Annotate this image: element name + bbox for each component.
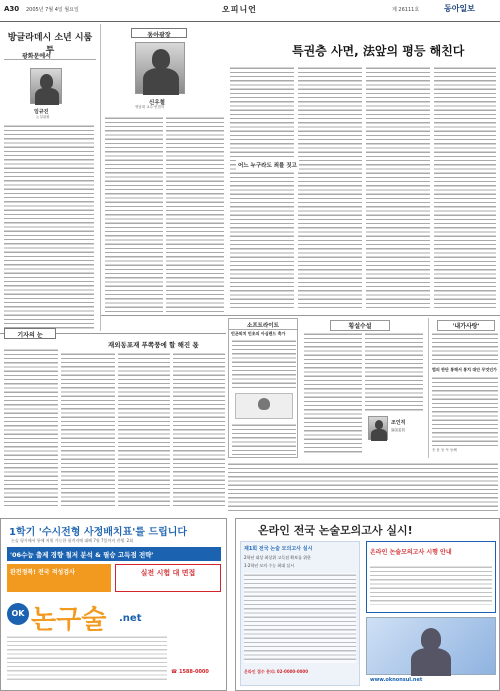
columnist-photo <box>135 42 185 94</box>
middle-box <box>302 318 424 458</box>
ad-right-event: 온라인 논술모의고사 시행 안내 <box>370 549 452 556</box>
right-column <box>228 24 500 314</box>
middle-author-name: 조인직 <box>391 420 406 426</box>
newspaper-logo: 동아일보 <box>444 3 475 13</box>
ad-left-subline: 논술 평가에서 통에 지원 가능한 합격지에 대해 7월 7일까지 진행. 2회 <box>11 538 134 543</box>
cartoon-text-1 <box>232 339 296 389</box>
horizontal-rule <box>101 315 500 316</box>
center-lower-text <box>228 462 498 512</box>
ad-left-box2: 완전정복! 전국 적성검사 <box>7 564 111 592</box>
right-box <box>428 318 500 458</box>
ad-right-headline: 온라인 전국 논술모의고사 실시! <box>258 524 413 537</box>
cartoon-caption: 빈곤퇴치 민초의 아심랜드 축가 <box>231 331 286 336</box>
ad-left-fineprint <box>7 635 167 683</box>
center-body-a <box>105 116 163 312</box>
middle-author-title: 論說委員 <box>391 428 405 432</box>
ad-right-detail2: 1·2학년 모의 수능 최대 실시 <box>244 563 295 568</box>
ad-left-headline: 1학기 '수시전형 사정배치표'를 드립니다 <box>9 527 188 538</box>
ad-left <box>0 518 227 691</box>
left-column <box>0 24 98 331</box>
section-title: 오피니언 <box>222 5 257 14</box>
ad-right-fineprint <box>244 573 356 663</box>
right-box-text-1 <box>432 332 498 366</box>
bottom-headline: 재외동포재 푸쪽풍에 할 해진 몫 <box>108 341 199 349</box>
ad-right-illustration <box>366 617 496 675</box>
columnist-name: 신우철 <box>149 100 165 106</box>
ad-left-logo-suffix: .net <box>119 613 142 624</box>
right-body-1 <box>230 66 294 310</box>
ad-left-box1: '06수능 출제 경향 철저 분석 & 필승 고득점 전략' <box>7 547 221 561</box>
center-body-b <box>166 116 224 312</box>
left-headline: 방글라데시 소년 시룸투 <box>4 30 96 60</box>
middle-text-2 <box>365 332 423 412</box>
author-name: 임규진 <box>34 109 49 115</box>
page-number: A30 <box>4 5 20 13</box>
ad-right <box>235 518 500 691</box>
issue-number: 제 26111호 <box>392 7 420 13</box>
middle-text-1 <box>304 332 362 454</box>
ad-right-site[interactable]: www.oknonsul.net <box>370 677 423 683</box>
ad-left-phone: ☎ 1588-0000 <box>171 669 209 675</box>
right-body-3 <box>366 66 430 310</box>
right-box-text-2 <box>432 376 498 446</box>
bottom-text-3 <box>118 352 170 508</box>
right-headline: 특권층 사면, 法앞의 평등 해친다 <box>292 44 465 58</box>
middle-title: 횡설수설 <box>330 320 390 331</box>
author-title: 논설위원 <box>36 115 50 119</box>
bottom-text-1 <box>4 348 58 508</box>
ad-left-logo-prefix: OK <box>7 603 29 625</box>
ad-left-logo: 논구술 <box>31 605 107 635</box>
right-subhead: 어느 누구라도 죄를 짓고 <box>236 160 299 170</box>
ad-right-event-text <box>370 565 492 605</box>
columnist-title: 영남대 교수·헌법학 <box>135 105 165 109</box>
left-body-text <box>4 124 94 331</box>
right-box-subhead: 법의 판단 통해서 통치 대안 무엇인가 <box>432 367 497 372</box>
ad-right-detail1: 2학년 대상 최상위 고득점 확보를 위한 <box>244 555 311 560</box>
cartoon-text-2 <box>232 423 296 455</box>
right-body-2 <box>298 66 362 310</box>
column-tag: 동아광장 <box>131 28 187 38</box>
cartoon-title: 소프트라이트 <box>229 321 297 330</box>
center-column <box>101 24 226 314</box>
right-box-footer: 송 윤 동 독 동해 <box>432 448 457 452</box>
bottom-text-2 <box>61 352 115 508</box>
right-body-4 <box>434 66 496 310</box>
issue-date: 2005년 7월 4일 월요일 <box>26 7 79 13</box>
page-header <box>0 0 500 22</box>
bottom-left-article <box>0 333 226 513</box>
right-box-title: '내가사랑' <box>437 320 495 331</box>
cartoon-illustration <box>235 393 293 419</box>
author-photo <box>30 68 62 104</box>
ad-left-box3: 실전 시험 대 면접 <box>115 564 221 592</box>
middle-author-photo <box>368 416 388 440</box>
ad-right-subtitle: 제1회 전국 논술 모의고사 실시 <box>244 546 313 552</box>
cartoon-box <box>228 318 298 458</box>
ad-right-apply: 온라인 접수 문의: 02-0000-0000 <box>244 669 308 674</box>
bottom-text-4 <box>173 352 225 508</box>
bottom-byline: 기자의 눈 <box>4 328 56 339</box>
left-byline-label: 광화문에서 <box>22 53 51 60</box>
